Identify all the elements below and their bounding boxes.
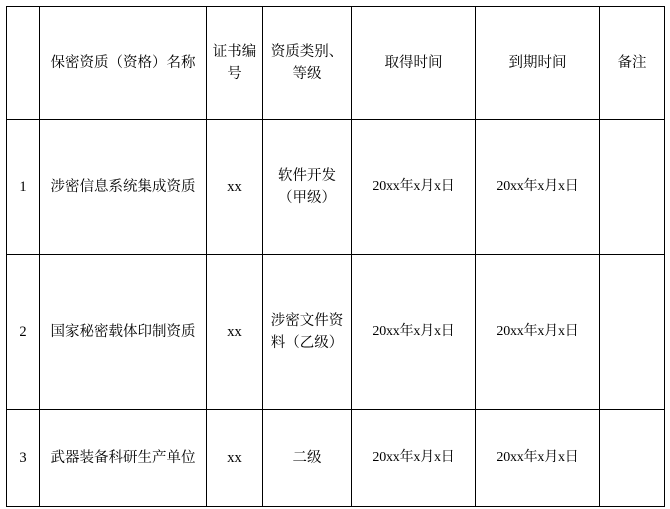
document-page [0,6,670,509]
row-index: 3 [7,410,40,507]
row-category: 软件开发（甲级） [263,120,352,255]
row-obtain-time: 20xx年x月x日 [352,120,476,255]
row-remark [600,255,665,410]
header-index [7,7,40,120]
table-row [7,255,665,410]
qualification-table [6,6,665,507]
row-name: 武器装备科研生产单位 [40,410,207,507]
header-remark: 备注 [600,7,665,120]
row-index: 1 [7,120,40,255]
header-expire-time: 到期时间 [476,7,600,120]
row-expire-time: 20xx年x月x日 [476,410,600,507]
row-expire-time: 20xx年x月x日 [476,255,600,410]
table-header-row [7,7,665,120]
row-remark [600,410,665,507]
header-name: 保密资质（资格）名称 [40,7,207,120]
row-expire-time: 20xx年x月x日 [476,120,600,255]
header-cert-no: 证书编号 [207,7,263,120]
header-category: 资质类别、等级 [263,7,352,120]
table-row [7,410,665,507]
row-name: 国家秘密载体印制资质 [40,255,207,410]
row-category: 涉密文件资料（乙级） [263,255,352,410]
row-obtain-time: 20xx年x月x日 [352,255,476,410]
row-cert-no: xx [207,410,263,507]
row-cert-no: xx [207,120,263,255]
table-row [7,120,665,255]
row-obtain-time: 20xx年x月x日 [352,410,476,507]
row-category: 二级 [263,410,352,507]
row-name: 涉密信息系统集成资质 [40,120,207,255]
header-obtain-time: 取得时间 [352,7,476,120]
row-index: 2 [7,255,40,410]
row-cert-no: xx [207,255,263,410]
row-remark [600,120,665,255]
